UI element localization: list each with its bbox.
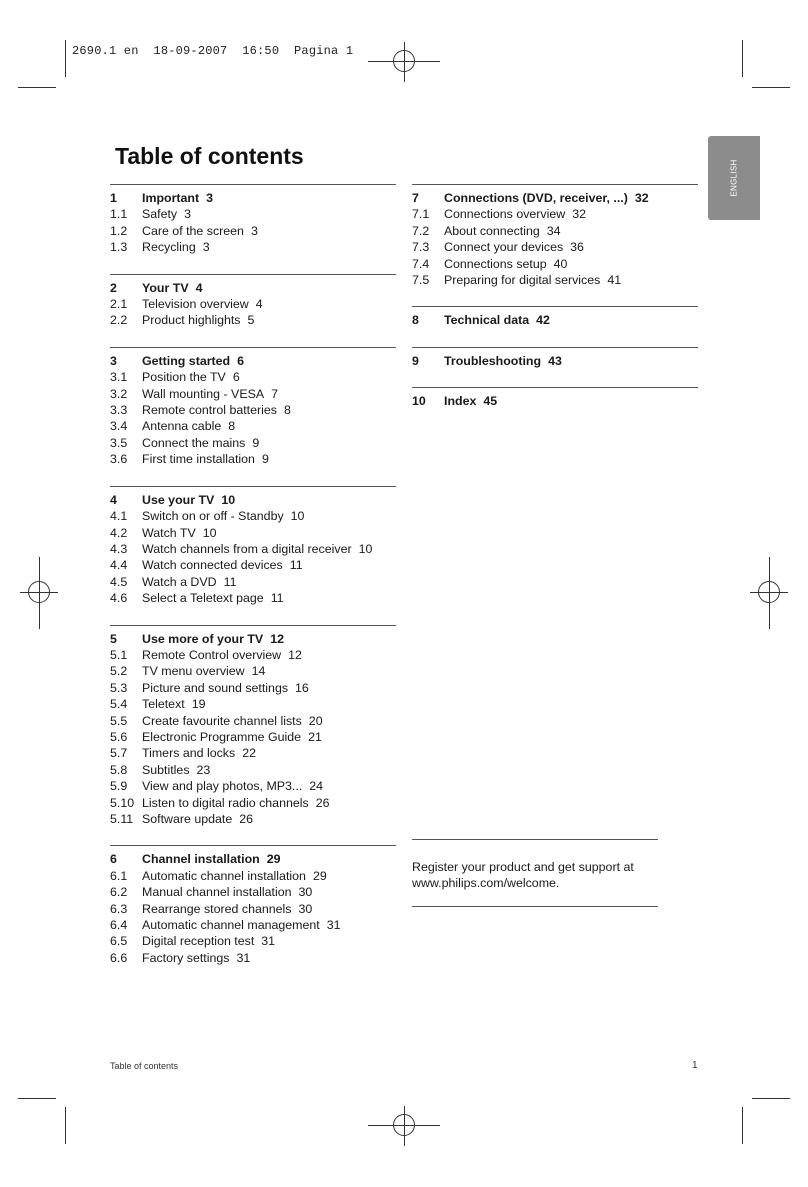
toc-chapter-number: 7 [412,191,419,205]
toc-entry-number: 3.4 [110,419,128,434]
toc-entry-number: 3.1 [110,370,128,385]
toc-page-number: 10 [221,492,236,507]
toc-entry-title: Remote Control overview [142,647,282,662]
toc-page-number: 8 [283,403,291,418]
toc-chapter-number: 10 [412,394,426,409]
toc-page-number: 11 [270,591,284,606]
toc-section-10 [412,387,698,409]
toc-entry-number: 6.2 [110,885,128,900]
toc-entry-number: 7.2 [412,223,430,238]
toc-entry[interactable] [110,729,396,745]
toc-entry-number: 3.5 [110,435,128,450]
crop-mark [742,1107,743,1144]
register-line: Register your product and get support at [412,860,634,874]
toc-page-number: 41 [607,273,622,288]
toc-entry-number: 6.4 [110,918,128,933]
toc-entry-number: 5.4 [110,697,128,712]
toc-page-number: 45 [483,394,498,409]
toc-page-number: 4 [195,280,203,295]
toc-entry-title: Connect the mains [142,435,246,450]
toc-entry-title: Watch channels from a digital receiver [142,541,352,556]
toc-page-number: 23 [196,762,211,777]
toc-entry-title: Select a Teletext page [142,591,264,606]
toc-chapter-number: 1 [110,191,117,205]
toc-chapter-number: 2 [110,280,117,295]
toc-entry[interactable] [110,435,396,451]
toc-entry[interactable] [110,778,396,794]
toc-entry[interactable] [412,223,698,239]
toc-entry-title: Connect your devices [444,240,564,255]
page-number: 1 [692,1060,698,1071]
toc-page-number: 10 [358,541,373,556]
toc-entry-title: Product highlights [142,313,241,328]
toc-entry-number: 5.3 [110,680,128,695]
toc-page-number: 12 [270,631,284,646]
toc-chapter-number: 6 [110,852,117,867]
toc-entry[interactable] [110,663,396,679]
toc-page-number: 9 [252,435,260,450]
toc-section-2 [110,274,396,329]
toc-entry[interactable] [110,795,396,811]
toc-page-number: 32 [572,207,587,222]
toc-entry[interactable] [110,541,396,557]
toc-entry-number: 7.1 [412,207,430,222]
toc-entry[interactable] [412,256,698,272]
toc-entry-title: Watch a DVD [142,574,217,589]
crop-mark [18,1098,56,1099]
toc-page-number: 4 [255,297,263,312]
toc-chapter-title: Use more of your TV [142,631,264,646]
toc-entry[interactable] [110,590,396,606]
toc-entry-number: 2.1 [110,297,128,312]
toc-entry-title: Rearrange stored channels [142,901,292,916]
toc-entry[interactable] [110,933,396,949]
toc-entry-title: Listen to digital radio channels [142,795,309,810]
toc-page-number: 3 [202,240,210,255]
toc-chapter-title: Getting started [142,353,231,368]
toc-entry[interactable] [110,386,396,402]
toc-entry-number: 5.10 [110,795,135,810]
toc-page-number: 7 [271,386,279,401]
toc-page-number: 16 [295,680,309,695]
toc-entry[interactable] [110,223,396,239]
language-tab-label: ENGLISH [729,159,739,197]
toc-chapter-title: Technical data [444,313,530,328]
toc-entry-title: Connections setup [444,256,547,271]
crop-mark [742,40,743,77]
toc-entry-title: Connections overview [444,207,566,222]
toc-entry-number: 6.5 [110,934,128,949]
toc-entry[interactable] [110,917,396,933]
toc-page-number: 32 [634,191,649,205]
toc-left-column [110,184,396,984]
toc-page-number: 6 [232,370,240,385]
toc-entry[interactable] [110,680,396,696]
toc-page-number: 29 [312,868,327,883]
toc-chapter-heading[interactable] [110,190,396,206]
toc-entry-title: Electronic Programme Guide [142,729,302,744]
toc-section-5 [110,625,396,828]
toc-entry-title: Preparing for digital services [444,273,601,288]
toc-entry-number: 4.4 [110,558,128,573]
toc-entry-number: 3.6 [110,452,128,467]
toc-entry-number: 1.2 [110,223,128,238]
toc-entry[interactable] [110,239,396,255]
toc-page-number: 11 [223,574,237,589]
toc-chapter-heading[interactable] [412,190,698,206]
toc-entry-number: 4.5 [110,574,128,589]
toc-entry-number: 5.11 [110,812,134,826]
toc-section-7 [412,184,698,288]
toc-entry-number: 6.3 [110,901,128,916]
toc-chapter-number: 4 [110,492,117,507]
toc-entry-title: Software update [142,812,233,826]
toc-entry-number: 7.5 [412,273,430,288]
toc-section-4 [110,486,396,607]
toc-entry-number: 5.7 [110,746,128,761]
toc-entry[interactable] [110,451,396,467]
crop-mark [65,1107,66,1144]
toc-page-number: 10 [202,525,217,540]
toc-entry-title: Picture and sound settings [142,680,289,695]
toc-entry[interactable] [110,762,396,778]
toc-entry-title: Safety [142,207,178,222]
toc-page-number: 29 [266,852,281,867]
toc-page-number: 42 [536,313,550,328]
toc-entry-number: 4.1 [110,509,128,524]
toc-chapter-number: 8 [412,313,419,328]
toc-page-number: 40 [553,256,568,271]
toc-chapter-number: 9 [412,353,419,368]
register-url: www.philips.com/welcome. [412,876,560,891]
page-title: Table of contents [115,143,304,169]
toc-chapter-title: Channel installation [142,852,260,867]
toc-entry-title: Watch connected devices [142,558,283,573]
toc-page-number: 31 [236,950,251,965]
toc-page-number: 3 [184,207,192,222]
toc-chapter-number: 5 [110,631,117,646]
toc-entry[interactable] [110,696,396,712]
toc-entry[interactable] [110,574,396,590]
toc-page-number: 10 [290,509,305,524]
toc-entry-number: 2.2 [110,313,128,328]
toc-chapter-heading[interactable] [110,851,396,867]
toc-chapter-heading[interactable] [412,312,698,328]
toc-entry-number: 4.6 [110,591,128,606]
toc-entry-number: 5.9 [110,779,128,794]
registration-circle-icon [393,1114,415,1136]
toc-entry-number: 5.5 [110,713,128,728]
toc-page-number: 12 [288,647,302,662]
toc-entry-title: TV menu overview [142,664,245,679]
toc-chapter-title: Important [142,191,200,205]
toc-entry-title: Automatic channel management [142,918,320,933]
toc-entry-number: 7.3 [412,240,430,255]
toc-page-number: 34 [546,223,561,238]
toc-entry[interactable] [110,418,396,434]
toc-chapter-heading[interactable] [110,280,396,296]
toc-entry[interactable] [110,647,396,663]
toc-entry-title: Create favourite channel lists [142,713,302,728]
register-notice [412,839,658,907]
toc-chapter-title: Your TV [142,280,189,295]
toc-entry[interactable] [412,239,698,255]
registration-circle-icon [393,50,415,72]
toc-entry-number: 5.1 [110,647,128,662]
toc-page-number: 19 [191,697,206,712]
toc-chapter-title: Use your TV [142,492,215,507]
toc-page-number: 11 [289,558,303,573]
toc-chapter-title: Connections (DVD, receiver, ...) [444,191,628,205]
toc-entry-title: Digital reception test [142,934,255,949]
toc-entry-title: First time installation [142,452,255,467]
toc-entry[interactable] [110,525,396,541]
toc-section-8 [412,306,698,328]
toc-chapter-heading[interactable] [110,492,396,508]
toc-entry-title: Timers and locks [142,746,236,761]
toc-page-number: 8 [228,419,236,434]
toc-entry-title: Remote control batteries [142,403,277,418]
crop-mark [752,87,790,88]
toc-entry-number: 4.3 [110,541,128,556]
toc-section-3 [110,347,396,468]
toc-entry-number: 5.2 [110,664,128,679]
toc-entry[interactable] [110,312,396,328]
toc-entry-number: 6.1 [110,868,128,883]
toc-page-number: 30 [298,885,313,900]
toc-page-number: 14 [251,664,266,679]
toc-right-column [412,184,698,428]
toc-page-number: 20 [308,713,323,728]
toc-page-number: 24 [309,779,324,794]
toc-chapter-heading[interactable] [412,393,698,409]
toc-page-number: 30 [298,901,313,916]
toc-chapter-title: Index [444,394,477,409]
toc-page-number: 9 [261,452,269,467]
toc-entry-title: Subtitles [142,762,190,777]
toc-page-number: 22 [242,746,256,761]
toc-entry-title: View and play photos, MP3... [142,779,303,794]
print-slug: 2690.1 en 18-09-2007 16:50 Pagina 1 [72,44,354,58]
toc-entry-title: Position the TV [142,370,226,385]
toc-entry-number: 6.6 [110,950,128,965]
toc-chapter-title: Troubleshooting [444,353,542,368]
toc-entry-title: Wall mounting - VESA [142,386,265,401]
toc-entry-title: Manual channel installation [142,885,292,900]
toc-entry[interactable] [110,884,396,900]
toc-entry-number: 3.2 [110,386,128,401]
toc-entry[interactable] [110,508,396,524]
crop-mark [65,40,66,77]
toc-entry-number: 1.3 [110,240,128,255]
toc-entry-number: 4.2 [110,525,128,540]
toc-page-number: 43 [548,353,562,368]
toc-page-number: 26 [239,812,254,826]
toc-entry-number: 5.6 [110,729,128,744]
toc-entry[interactable] [110,369,396,385]
toc-section-1 [110,184,396,256]
toc-page-number: 31 [261,934,276,949]
toc-entry-title: About connecting [444,223,540,238]
toc-entry[interactable] [412,272,698,288]
toc-entry[interactable] [110,745,396,761]
language-tab [708,136,760,220]
toc-chapter-heading[interactable] [412,353,698,369]
crop-mark [18,87,56,88]
toc-entry[interactable] [110,950,396,966]
toc-entry-title: Recycling [142,240,196,255]
toc-entry[interactable] [110,402,396,418]
toc-entry-title: Watch TV [142,525,196,540]
toc-entry-title: Teletext [142,697,185,712]
toc-entry-title: Factory settings [142,950,230,965]
toc-entry-title: Care of the screen [142,223,244,238]
toc-entry-title: Antenna cable [142,419,222,434]
toc-page-number: 5 [247,313,255,328]
toc-entry[interactable] [110,901,396,917]
toc-entry-number: 1.1 [110,207,128,222]
toc-page-number: 6 [237,353,245,368]
toc-chapter-heading[interactable] [110,353,396,369]
toc-section-6 [110,845,396,966]
toc-page-number: 3 [250,223,258,238]
toc-entry[interactable] [110,713,396,729]
toc-entry-number: 7.4 [412,256,430,271]
toc-entry[interactable] [110,206,396,222]
toc-entry-title: Automatic channel installation [142,868,306,883]
toc-entry[interactable] [110,557,396,573]
toc-entry-number: 5.8 [110,762,128,777]
toc-page-number: 3 [206,191,214,205]
registration-circle-icon [758,581,780,603]
toc-section-9 [412,347,698,369]
toc-page-number: 21 [308,729,322,744]
toc-entry[interactable] [110,811,396,827]
toc-entry[interactable] [110,296,396,312]
registration-circle-icon [28,581,50,603]
toc-entry-number: 3.3 [110,403,128,418]
crop-mark [752,1098,790,1099]
footer-label: Table of contents [110,1061,179,1071]
toc-entry[interactable] [412,206,698,222]
toc-page-number: 36 [570,240,584,255]
toc-entry[interactable] [110,868,396,884]
toc-entry-title: Switch on or off - Standby [142,509,284,524]
toc-page-number: 31 [326,918,341,933]
toc-entry-title: Television overview [142,297,249,312]
toc-page-number: 26 [315,795,330,810]
toc-chapter-number: 3 [110,353,117,368]
toc-chapter-heading[interactable] [110,631,396,647]
